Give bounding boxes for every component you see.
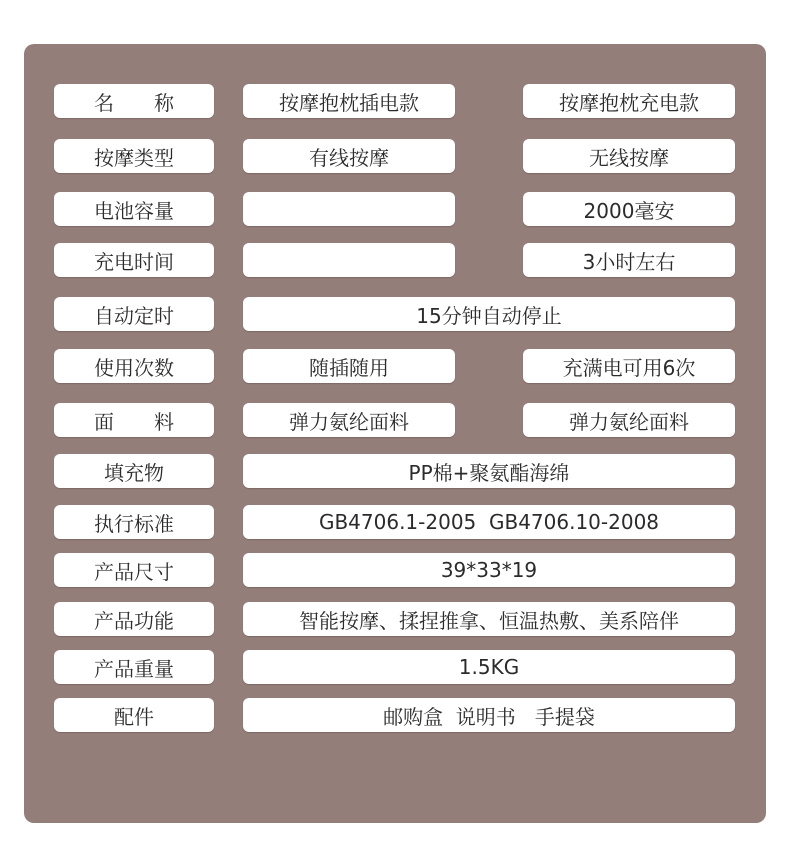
spec-value-massage-type-rechargeable: 无线按摩 (523, 139, 735, 173)
spec-value-standard: GB4706.1-2005 GB4706.10-2008 (243, 505, 735, 539)
spec-value-size: 39*33*19 (243, 553, 735, 587)
spec-label-size: 产品尺寸 (54, 553, 214, 587)
spec-table-panel (24, 44, 766, 823)
spec-value-filling: PP棉+聚氨酯海绵 (243, 454, 735, 488)
spec-row-usage-count (24, 349, 766, 383)
spec-value-usage-count-rechargeable: 充满电可用6次 (523, 349, 735, 383)
spec-row-weight (24, 650, 766, 684)
spec-value-charge-time-rechargeable: 3小时左右 (523, 243, 735, 277)
spec-label-charge-time: 充电时间 (54, 243, 214, 277)
spec-value-battery-capacity-rechargeable: 2000毫安 (523, 192, 735, 226)
spec-value-functions: 智能按摩、揉捏推拿、恒温热敷、美系陪伴 (243, 602, 735, 636)
spec-label-battery-capacity: 电池容量 (54, 192, 214, 226)
spec-value-fabric-plugin: 弹力氨纶面料 (243, 403, 455, 437)
spec-row-battery-capacity (24, 192, 766, 226)
spec-value-auto-timer: 15分钟自动停止 (243, 297, 735, 331)
spec-label-accessories: 配件 (54, 698, 214, 732)
spec-row-charge-time (24, 243, 766, 277)
spec-label-massage-type: 按摩类型 (54, 139, 214, 173)
spec-row-functions (24, 602, 766, 636)
spec-row-fabric (24, 403, 766, 437)
spec-row-filling (24, 454, 766, 488)
spec-value-usage-count-plugin: 随插随用 (243, 349, 455, 383)
spec-value-fabric-rechargeable: 弹力氨纶面料 (523, 403, 735, 437)
spec-label-name: 名 称 (54, 84, 214, 118)
spec-label-filling: 填充物 (54, 454, 214, 488)
spec-label-auto-timer: 自动定时 (54, 297, 214, 331)
spec-row-size (24, 553, 766, 587)
spec-value-weight: 1.5KG (243, 650, 735, 684)
spec-label-usage-count: 使用次数 (54, 349, 214, 383)
spec-label-functions: 产品功能 (54, 602, 214, 636)
spec-row-standard (24, 505, 766, 539)
spec-row-accessories (24, 698, 766, 732)
spec-value-name-plugin: 按摩抱枕插电款 (243, 84, 455, 118)
spec-row-name (24, 84, 766, 118)
spec-value-massage-type-plugin: 有线按摩 (243, 139, 455, 173)
spec-value-accessories: 邮购盒 说明书 手提袋 (243, 698, 735, 732)
spec-value-battery-capacity-plugin (243, 192, 455, 226)
spec-label-weight: 产品重量 (54, 650, 214, 684)
spec-label-fabric: 面 料 (54, 403, 214, 437)
spec-label-standard: 执行标准 (54, 505, 214, 539)
spec-row-massage-type (24, 139, 766, 173)
spec-value-name-rechargeable: 按摩抱枕充电款 (523, 84, 735, 118)
spec-row-auto-timer (24, 297, 766, 331)
spec-value-charge-time-plugin (243, 243, 455, 277)
